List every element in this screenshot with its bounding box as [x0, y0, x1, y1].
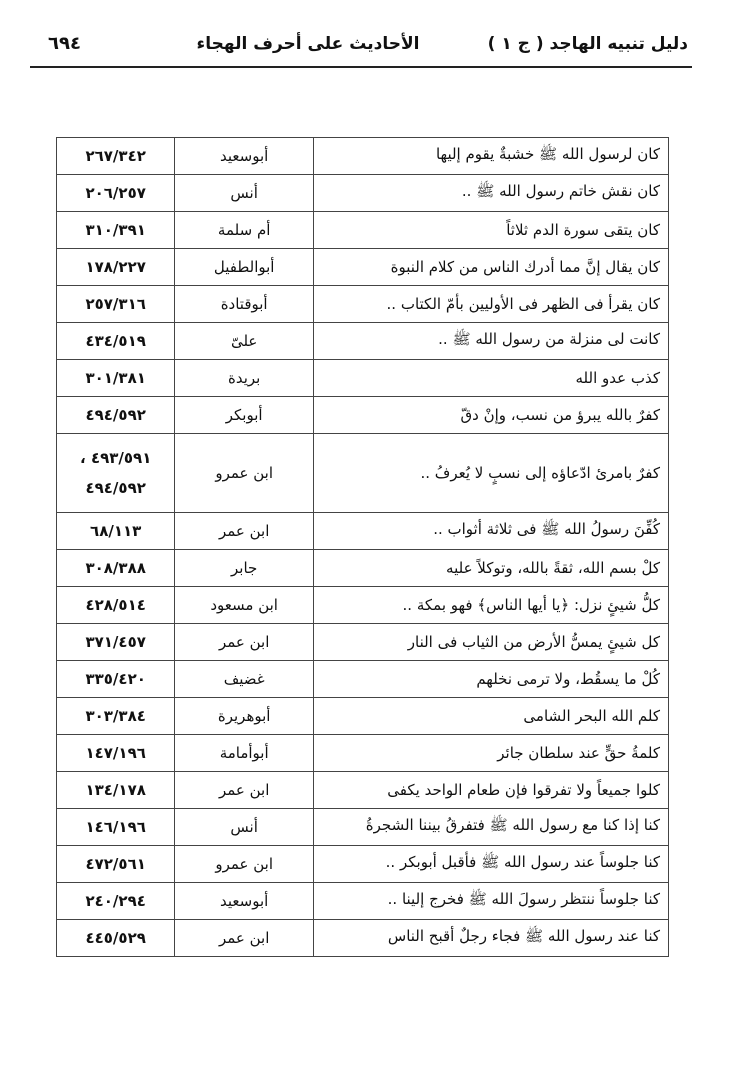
reference-cell [57, 397, 175, 434]
table-row [57, 360, 669, 397]
reference-cell [57, 513, 175, 550]
table-row [57, 587, 669, 624]
hadith-text-cell: كنا جلوساً ننتظر رسولَ الله ﷺ فخرج إلينا .. [313, 883, 668, 920]
reference-cell [57, 175, 175, 212]
reference-cell [57, 735, 175, 772]
reference-number: ١٧٨/٢٢٧ [85, 258, 146, 276]
hadith-text-cell: كان يتقى سورة الدم ثلاثاً [313, 212, 668, 249]
reference-number: ٤٢٨/٥١٤ [85, 596, 146, 614]
narrator-cell: أبوالطفيل [175, 249, 314, 286]
narrator-cell: ابن عمر [175, 772, 314, 809]
table-row [57, 175, 669, 212]
reference-cell [57, 624, 175, 661]
reference-number: ٣٠٣/٣٨٤ [85, 707, 146, 725]
table-row [57, 846, 669, 883]
reference-cell [57, 809, 175, 846]
hadith-text-cell: كل شيئٍ يمسُّ الأرض من الثياب فى النار [313, 624, 668, 661]
table-row [57, 809, 669, 846]
reference-number: ٢٦٧/٣٤٢ [85, 147, 146, 165]
table-row [57, 772, 669, 809]
hadith-text-cell: كان نقش خاتم رسول الله ﷺ .. [313, 175, 668, 212]
reference-number: ٢٤٠/٢٩٤ [85, 892, 146, 910]
reference-number: ٣٠١/٣٨١ [85, 369, 146, 387]
narrator-cell: ابن مسعود [175, 587, 314, 624]
hadith-text-cell: كذب عدو الله [313, 360, 668, 397]
narrator-cell: أبوبكر [175, 397, 314, 434]
reference-number: ١٣٤/١٧٨ [85, 781, 146, 799]
reference-number: ٣١٠/٣٩١ [85, 221, 146, 239]
reference-number: ٤٩٤/٥٩٢ [85, 479, 146, 497]
reference-cell [57, 587, 175, 624]
reference-number: ٤٩٤/٥٩٢ [85, 406, 146, 424]
reference-cell [57, 286, 175, 323]
hadith-text-cell: كفرٌ بالله يبرؤ من نسب، وإنْ دقّ [313, 397, 668, 434]
hadith-text-cell: كلْ بسم الله، ثقةً بالله، وتوكلاً عليه [313, 550, 668, 587]
reference-number: ٣٧١/٤٥٧ [85, 633, 146, 651]
table-row [57, 397, 669, 434]
reference-cell [57, 212, 175, 249]
narrator-cell: ابن عمرو [175, 434, 314, 513]
reference-cell [57, 661, 175, 698]
narrator-cell: أنس [175, 175, 314, 212]
table-row [57, 513, 669, 550]
reference-number: ٢٠٦/٢٥٧ [85, 184, 146, 202]
table-row [57, 138, 669, 175]
reference-cell [57, 434, 175, 513]
reference-cell [57, 360, 175, 397]
reference-cell [57, 846, 175, 883]
narrator-cell: أم سلمة [175, 212, 314, 249]
reference-number: ٤٧٢/٥٦١ [85, 855, 146, 873]
hadith-text-cell: كلمةُ حقٍّ عند سلطان جائر [313, 735, 668, 772]
reference-cell [57, 323, 175, 360]
reference-cell [57, 550, 175, 587]
narrator-cell: بريدة [175, 360, 314, 397]
table-row [57, 920, 669, 957]
hadith-text-cell: كفرٌ بامرئ ادّعاؤه إلى نسبٍ لا يُعرفُ .. [313, 434, 668, 513]
header-divider [30, 66, 692, 68]
narrator-cell: جابر [175, 550, 314, 587]
narrator-cell: ابن عمر [175, 513, 314, 550]
hadith-text-cell: كلم الله البحر الشامى [313, 698, 668, 735]
reference-cell [57, 138, 175, 175]
hadith-text-cell: كان يقرأ فى الظهر فى الأوليين بأمّ الكتاب .. [313, 286, 668, 323]
hadith-text-cell: كلوا جميعاً ولا تفرقوا فإن طعام الواحد يكفى [313, 772, 668, 809]
reference-cell [57, 698, 175, 735]
hadith-text-cell: كنا إذا كنا مع رسول الله ﷺ فتفرقُ بيننا الشجرةُ [313, 809, 668, 846]
reference-number: ٤٣٤/٥١٩ [85, 332, 146, 350]
narrator-cell: أبوسعيد [175, 138, 314, 175]
table-row [57, 624, 669, 661]
table-row [57, 249, 669, 286]
hadith-text-cell: كانت لى منزلة من رسول الله ﷺ .. [313, 323, 668, 360]
reference-number: ٢٥٧/٣١٦ [85, 295, 146, 313]
table-row [57, 735, 669, 772]
narrator-cell: ابن عمر [175, 624, 314, 661]
table-row [57, 434, 669, 513]
narrator-cell: أبوأمامة [175, 735, 314, 772]
hadith-index-table [56, 137, 669, 957]
narrator-cell: ابن عمر [175, 920, 314, 957]
table-row [57, 323, 669, 360]
reference-cell [57, 249, 175, 286]
table-row [57, 661, 669, 698]
section-title: الأحاديث على أحرف الهجاء [196, 34, 420, 54]
hadith-text-cell: كلُّ شيئٍ نزل: ﴿يا أيها الناس﴾ فهو بمكة .. [313, 587, 668, 624]
reference-number: ١٤٧/١٩٦ [85, 744, 146, 762]
narrator-cell: أبوهريرة [175, 698, 314, 735]
hadith-text-cell: كنا عند رسول الله ﷺ فجاء رجلٌ أقبح الناس [313, 920, 668, 957]
reference-number: ٤٤٥/٥٢٩ [85, 929, 146, 947]
hadith-text-cell: كان يقال إنَّ مما أدرك الناس من كلام النبوة [313, 249, 668, 286]
table-row [57, 212, 669, 249]
reference-cell [57, 772, 175, 809]
reference-number: ٦٨/١١٣ [90, 522, 142, 540]
hadith-text-cell: كُفِّنَ رسولُ الله ﷺ فى ثلاثة أثواب .. [313, 513, 668, 550]
table-row [57, 698, 669, 735]
reference-cell [57, 883, 175, 920]
narrator-cell: غضيف [175, 661, 314, 698]
narrator-cell: أنس [175, 809, 314, 846]
reference-number: ٣٣٥/٤٢٠ [85, 670, 146, 688]
hadith-text-cell: كنا جلوساً عند رسول الله ﷺ فأقبل أبوبكر .. [313, 846, 668, 883]
table-row [57, 883, 669, 920]
reference-number: ٣٠٨/٣٨٨ [85, 559, 146, 577]
page-header [28, 30, 688, 66]
reference-number: ٤٩٣/٥٩١ ، [80, 449, 152, 467]
narrator-cell: علىّ [175, 323, 314, 360]
table-row [57, 550, 669, 587]
narrator-cell: أبوسعيد [175, 883, 314, 920]
book-title: دليل تنبيه الهاجد ( ج ١ ) [487, 34, 688, 54]
table-row [57, 286, 669, 323]
hadith-text-cell: كان لرسول الله ﷺ خشبةٌ يقوم إليها [313, 138, 668, 175]
narrator-cell: ابن عمرو [175, 846, 314, 883]
reference-number: ١٤٦/١٩٦ [85, 818, 146, 836]
narrator-cell: أبوقتادة [175, 286, 314, 323]
hadith-text-cell: كُلْ ما يسقُط، ولا ترمى نخلهم [313, 661, 668, 698]
page-number: ٦٩٤ [48, 33, 81, 54]
reference-cell [57, 920, 175, 957]
